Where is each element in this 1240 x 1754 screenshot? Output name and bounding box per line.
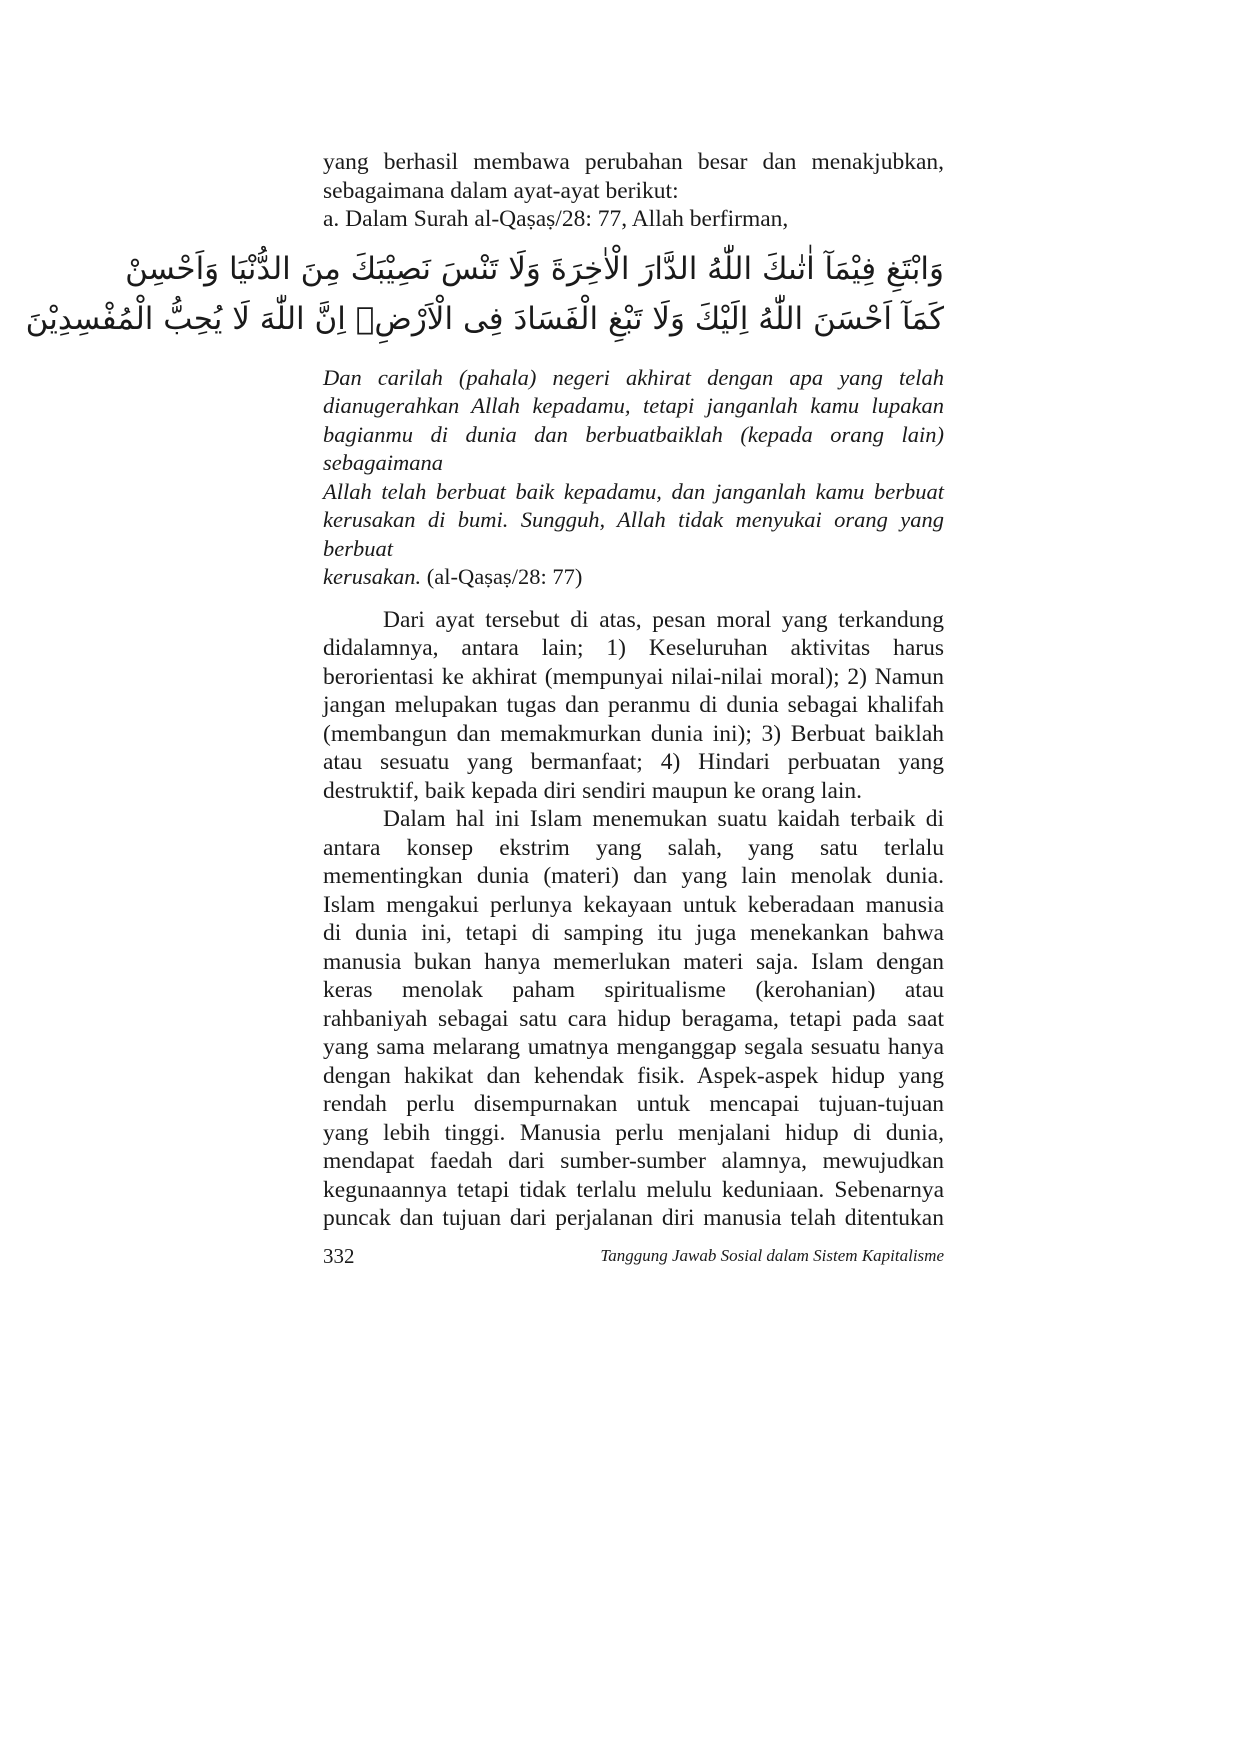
translation-last-line [323,563,944,592]
paragraph-line: Dalam hal ini Islam menemukan suatu kaidah terbaik di [383,806,944,832]
paragraph-islam-balance [323,805,944,1233]
paragraph-line: mendapat faedah dari sumber-sumber alamnya, mewujudkan [323,1148,944,1174]
translation-last-word: kerusakan. [323,564,422,589]
paragraph-line: manusia bukan hanya memerlukan materi saja. Islam dengan [323,948,944,975]
paragraph-line: keras menolak paham spiritualisme (kerohanian) atau [323,977,944,1003]
paragraph-moral-messages [323,606,944,806]
intro-line: yang berhasil membawa perubahan besar dan menakjubkan, [323,149,944,175]
paragraph-line: puncak dan tujuan dari perjalanan diri manusia telah ditentukan [323,1205,944,1231]
arabic-verse-line: وَابْتَغِ فِيْمَآ اٰتٰىكَ اللّٰهُ الدَّارَ الْاٰخِرَةَ وَلَا تَنْسَ نَصِيْبَكَ مِنَ الدُّنْيَا وَاَحْسِنْ [125,250,944,287]
page-number: 332 [323,1244,355,1268]
intro-line-surah-reference: a. Dalam Surah al-Qaṣaṣ/28: 77, Allah berfirman, [323,206,789,232]
translation-line: kerusakan di bumi. Sungguh, Allah tidak menyukai orang yang berbuat [323,507,944,561]
paragraph-line: yang sama melarang umatnya menganggap segala sesuatu hanya [323,1034,944,1060]
page-content [25,148,944,1233]
verse-citation: (al-Qaṣaṣ/28: 77) [421,564,583,589]
arabic-verse [25,244,944,348]
paragraph-line: (membangun dan memakmurkan dunia ini); 3) Berbuat baiklah [323,720,944,747]
paragraph-line: yang lebih tinggi. Manusia perlu menjalani hidup di dunia, [323,1119,944,1146]
paragraph-line: mementingkan dunia (materi) dan yang lain menolak dunia. [323,863,944,889]
paragraph-line: antara konsep ekstrim yang salah, yang satu terlalu [323,834,944,861]
paragraph-line: atau sesuatu yang bermanfaat; 4) Hindari perbuatan yang [323,749,944,775]
page-footer [323,1244,944,1274]
paragraph-line: rahbaniyah sebagai satu cara hidup beragama, tetapi pada saat [323,1005,944,1032]
paragraph-line: jangan melupakan tugas dan peranmu di dunia sebagai khalifah [323,692,944,718]
intro-block [323,148,944,234]
arabic-verse-line: كَمَآ اَحْسَنَ اللّٰهُ اِلَيْكَ وَلَا تَبْغِ الْفَسَادَ فِى الْاَرْضِۗ اِنَّ اللّٰهَ لَا يُحِبُّ الْمُفْسِدِيْنَ [25,300,944,337]
intro-line: sebagaimana dalam ayat-ayat berikut: [323,177,679,204]
paragraph-line: di dunia ini, tetapi di samping itu juga menekankan bahwa [323,920,944,946]
paragraph-line: Islam mengakui perlunya kekayaan untuk keberadaan manusia [323,891,944,918]
verse-translation [323,364,944,592]
paragraph-line: dengan hakikat dan kehendak fisik. Aspek-aspek hidup yang [323,1062,944,1089]
paragraph-line: destruktif, baik kepada diri sendiri maupun ke orang lain. [323,777,863,804]
paragraph-line: kegunaannya tetapi tidak terlalu melulu keduniaan. Sebenarnya [323,1176,944,1203]
translation-line: Allah telah berbuat baik kepadamu, dan janganlah kamu berbuat [323,478,944,504]
paragraph-line: didalamnya, antara lain; 1) Keseluruhan aktivitas harus [323,635,944,661]
translation-line: bagianmu di dunia dan berbuatbaiklah (kepada orang lain) sebagaimana [323,421,944,475]
translation-line: Dan carilah (pahala) negeri akhirat dengan apa yang telah [323,364,944,390]
paragraph-line: berorientasi ke akhirat (mempunyai nilai-nilai moral); 2) Namun [323,663,944,690]
paragraph-line: rendah perlu disempurnakan untuk mencapai tujuan-tujuan [323,1091,944,1117]
running-title: Tanggung Jawab Sosial dalam Sistem Kapitalisme [600,1246,944,1265]
paragraph-line: Dari ayat tersebut di atas, pesan moral yang terkandung [383,606,944,633]
translation-line: dianugerahkan Allah kepadamu, tetapi janganlah kamu lupakan [323,393,944,418]
